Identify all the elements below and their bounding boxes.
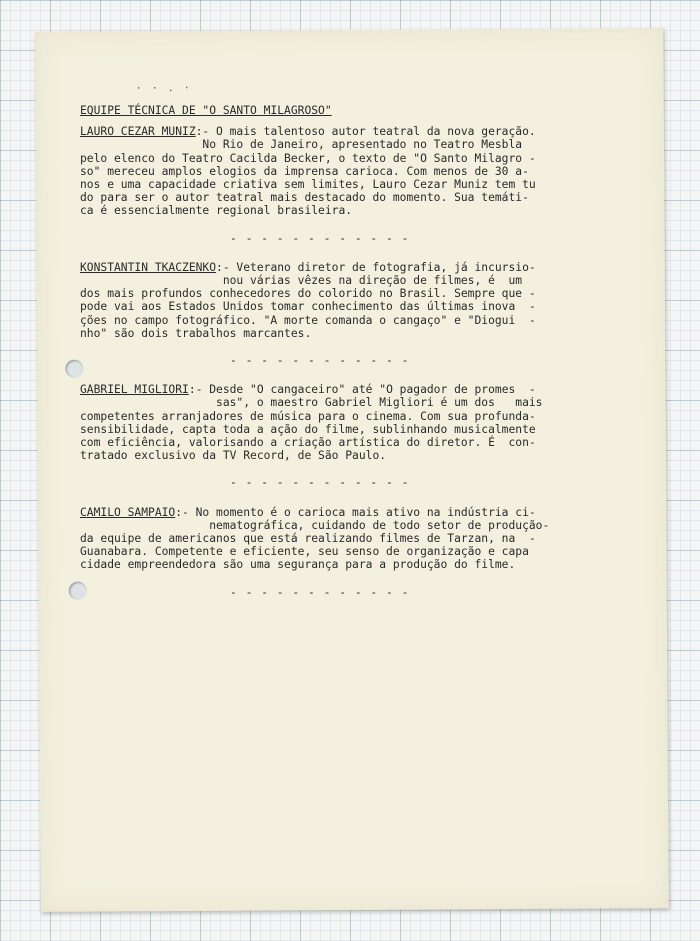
crew-member-name: KONSTANTIN TKACZENKO bbox=[80, 260, 217, 274]
crew-member-name: CAMILO SAMPAIO bbox=[80, 505, 176, 519]
section-text-line: nou várias vêzes na direção de filmes, é um bbox=[80, 274, 523, 288]
section-text-line: ções no campo fotográfico. "A morte comanda o cangaço" e "Diogui - bbox=[80, 313, 536, 327]
sections-container bbox=[80, 125, 600, 599]
dashed-separator: - - - - - - - - - - - - bbox=[230, 354, 410, 368]
section-text-line: ca é essencialmente regional brasileira. bbox=[80, 204, 353, 218]
section-text-line: nos e uma capacidade criativa sem limites, Lauro Cezar Muniz tem tu bbox=[80, 178, 536, 192]
section-text-line: No Rio de Janeiro, apresentado no Teatro Mesbla bbox=[80, 138, 523, 152]
section-lead-text: :- Veterano diretor de fotografia, já incursio- bbox=[216, 260, 536, 274]
section-text-line: com eficiência, valorisando a criação artística do diretor. É con- bbox=[80, 436, 536, 450]
section-lead-text: :- No momento é o carioca mais ativo na indústria ci- bbox=[175, 505, 536, 519]
section-text-line: pode vai aos Estados Unidos tomar conhecimento das últimas inova - bbox=[80, 300, 536, 314]
section-text-line: dos mais profundos conhecedores do colorido no Brasil. Sempre que - bbox=[80, 287, 536, 301]
crew-section bbox=[80, 261, 600, 367]
section-first-line bbox=[80, 506, 600, 519]
section-first-line bbox=[80, 383, 600, 396]
crew-member-name: GABRIEL MIGLIORI bbox=[80, 383, 189, 397]
section-text-line: cidade empreendedora são uma segurança para a produção do filme. bbox=[80, 558, 516, 572]
document-title: EQUIPE TÉCNICA DE "O SANTO MILAGROSO" bbox=[80, 104, 332, 117]
section-first-line bbox=[80, 261, 600, 274]
section-text-line: competentes arranjadores de música para o cinema. Com sua profunda- bbox=[80, 409, 536, 423]
dashed-separator: - - - - - - - - - - - - bbox=[230, 476, 410, 490]
dashed-separator: - - - - - - - - - - - - bbox=[230, 231, 410, 245]
section-first-line bbox=[80, 125, 600, 138]
section-text-line: sensibilidade, capta toda a ação do filme, sublinhando musicalmente bbox=[80, 422, 536, 436]
dashed-separator: - - - - - - - - - - - - bbox=[230, 585, 410, 599]
section-lead-text: :- Desde "O cangaceiro" até "O pagador de promes - bbox=[188, 383, 536, 397]
section-text-line: tratado exclusivo da TV Record, de São Paulo. bbox=[80, 449, 387, 463]
document-body bbox=[80, 104, 600, 615]
section-text-line: pelo elenco do Teatro Cacilda Becker, o texto de "O Santo Milagro - bbox=[80, 151, 536, 165]
crew-section bbox=[80, 383, 600, 489]
crew-section bbox=[80, 125, 600, 245]
crew-section bbox=[80, 506, 600, 599]
section-text-line: nho" são dois trabalhos marcantes. bbox=[80, 326, 312, 340]
crew-member-name: LAURO CEZAR MUNIZ bbox=[80, 125, 196, 139]
section-text-line: da equipe de americanos que está realizando filmes de Tarzan, na - bbox=[80, 532, 536, 546]
ink-specks: · · . · bbox=[135, 82, 192, 95]
section-text-line: sas", o maestro Gabriel Migliori é um dos mais bbox=[80, 396, 543, 410]
section-text-line: Guanabara. Competente e eficiente, seu senso de organização e capa bbox=[80, 545, 529, 559]
section-lead-text: :- O mais talentoso autor teatral da nova geração. bbox=[195, 125, 536, 139]
section-text-line: do para ser o autor teatral mais destacado do momento. Sua temáti- bbox=[80, 191, 529, 205]
section-text-line: so" mereceu amplos elogios da imprensa carioca. Com menos de 30 a- bbox=[80, 164, 529, 178]
section-text-line: nematográfica, cuidando de todo setor de produção- bbox=[80, 518, 550, 532]
